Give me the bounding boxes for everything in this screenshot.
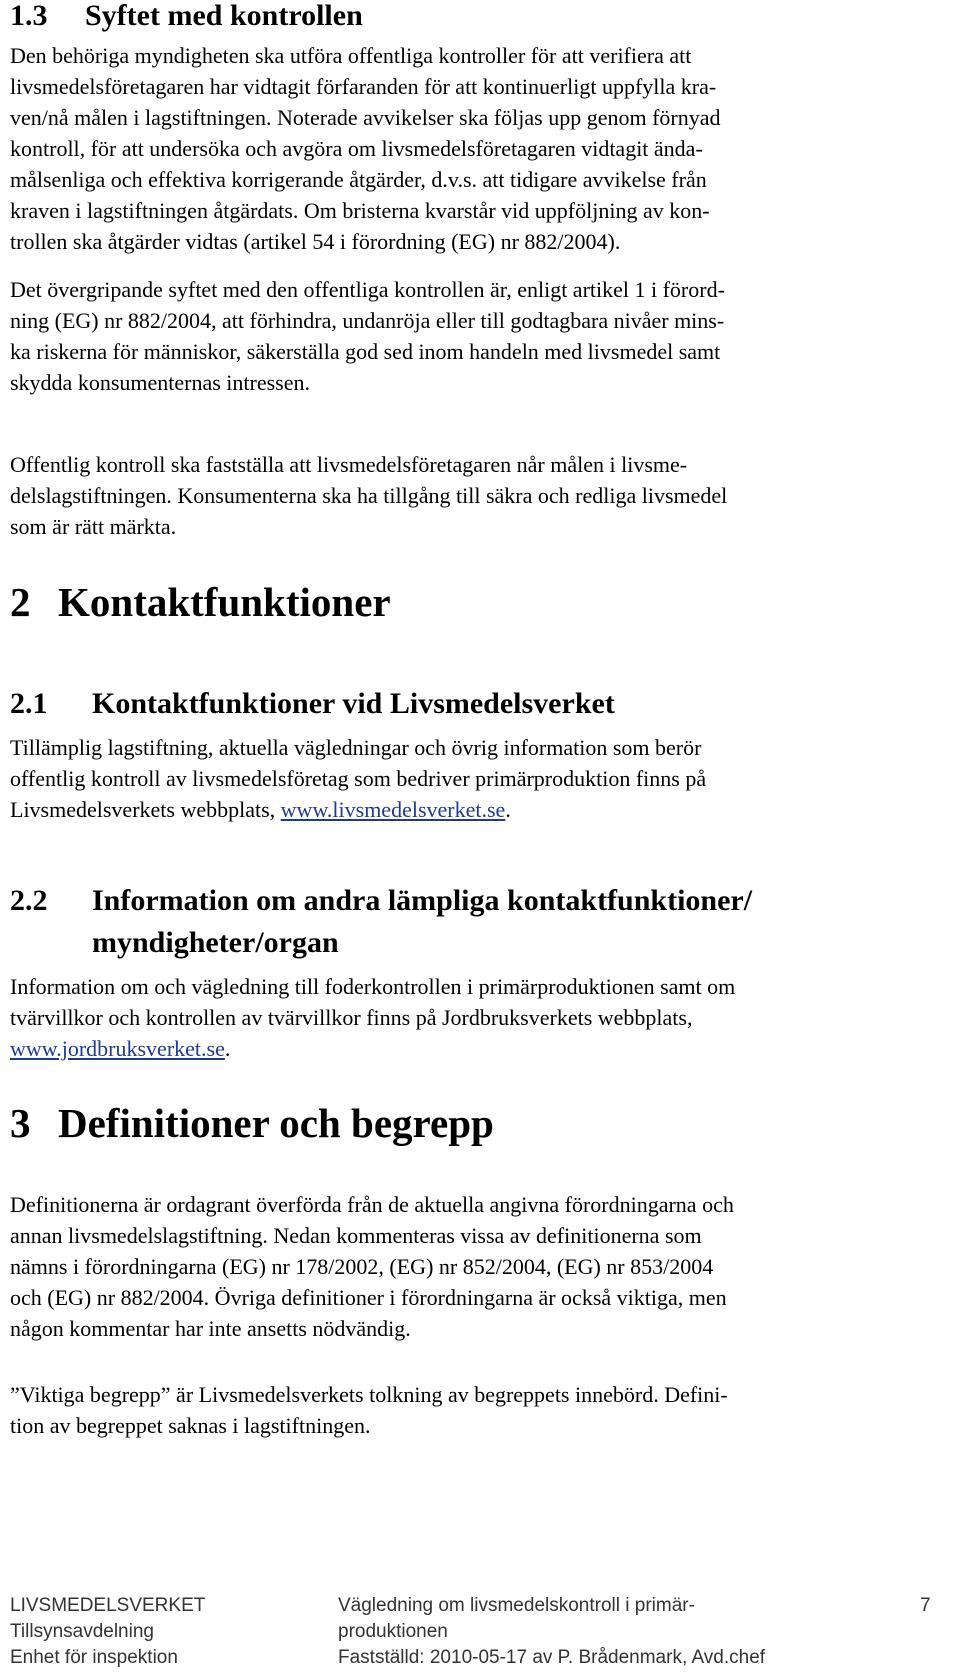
text-line: trollen ska åtgärder vidtas (artikel 54 i förordning (EG) nr 882/2004).	[10, 229, 621, 254]
section-heading-2-2-cont	[92, 927, 339, 959]
paragraph-3-b	[10, 1379, 900, 1441]
section-heading-2-1	[10, 688, 615, 720]
footer-doc-title: Vägledning om livsmedelskontroll i primär-	[338, 1595, 695, 1616]
jordbruksverket-link[interactable]: www.jordbruksverket.se	[10, 1036, 225, 1061]
section-title-cont: myndigheter/organ	[92, 926, 339, 959]
text-line: tion av begreppet saknas i lagstiftningen.	[10, 1413, 371, 1438]
section-number: 1.3	[10, 0, 48, 32]
section-title: Syftet med kontrollen	[85, 0, 363, 32]
paragraph-1-3-c	[10, 449, 900, 542]
footer-org-name: LIVSMEDELSVERKET	[10, 1595, 206, 1616]
text-line: ”Viktiga begrepp” är Livsmedelsverkets tolkning av begreppets innebörd. Defini-	[10, 1382, 728, 1407]
text-line: kontroll, för att undersöka och avgöra om livsmedelsföretagaren vidtagit ända-	[10, 136, 703, 161]
footer-document-info	[338, 1593, 765, 1671]
text-line: delslagstiftningen. Konsumenterna ska ha tillgång till säkra och redliga livsmedel	[10, 483, 728, 508]
text-line: tvärvillkor och kontrollen av tvärvillkor finns på Jordbruksverkets webbplats,	[10, 1005, 693, 1030]
text-line: www.jordbruksverket.se.	[10, 1036, 231, 1061]
text-line: någon kommentar har inte ansetts nödvändig.	[10, 1316, 411, 1341]
text-line: Det övergripande syftet med den offentliga kontrollen är, enligt artikel 1 i förord-	[10, 277, 725, 302]
text-line: livsmedelsföretagaren har vidtagit förfaranden för att kontinuerligt uppfylla kra-	[10, 74, 717, 99]
section-heading-2-2	[10, 885, 752, 917]
paragraph-2-2	[10, 971, 900, 1064]
section-title: Information om andra lämpliga kontaktfunktioner/	[92, 884, 753, 917]
text-line: kraven i lagstiftningen åtgärdats. Om bristerna kvarstår vid uppföljning av kon-	[10, 198, 710, 223]
text-line: ven/nå målen i lagstiftningen. Noterade avvikelser ska följas upp genom förnyad	[10, 105, 721, 130]
text-line: målsenliga och effektiva korrigerande åtgärder, d.v.s. att tidigare avvikelse från	[10, 167, 707, 192]
text-line: ka riskerna för människor, säkerställa god sed inom handeln med livsmedel samt	[10, 339, 721, 364]
text-line: Livsmedelsverkets webbplats, www.livsmedelsverket.se.	[10, 797, 511, 822]
section-number: 2.1	[10, 687, 48, 720]
section-title: Kontaktfunktioner vid Livsmedelsverket	[92, 687, 615, 720]
livsmedelsverket-link[interactable]: www.livsmedelsverket.se	[280, 797, 506, 822]
paragraph-3-a	[10, 1189, 900, 1344]
chapter-heading-2	[10, 580, 391, 624]
footer-unit: Enhet för inspektion	[10, 1647, 178, 1668]
text-line: och (EG) nr 882/2004. Övriga definitioner i förordningarna är också viktiga, men	[10, 1285, 727, 1310]
paragraph-1-3-b	[10, 274, 900, 398]
text-line: Offentlig kontroll ska fastställa att livsmedelsföretagaren når målen i livsme-	[10, 452, 688, 477]
text-line: Definitionerna är ordagrant överförda från de aktuella angivna förordningarna och	[10, 1192, 734, 1217]
text-line: nämns i förordningarna (EG) nr 178/2002, (EG) nr 852/2004, (EG) nr 853/2004	[10, 1254, 714, 1279]
footer-page-number	[920, 1593, 931, 1619]
footer-department: Tillsynsavdelning	[10, 1621, 154, 1642]
footer-doc-title-cont: produktionen	[338, 1621, 448, 1642]
paragraph-2-1	[10, 732, 900, 825]
text-line: skydda konsumenternas intressen.	[10, 370, 310, 395]
chapter-number: 2	[10, 579, 31, 625]
section-number: 2.2	[10, 884, 48, 917]
text-line: offentlig kontroll av livsmedelsföretag som bedriver primärproduktion finns på	[10, 766, 707, 791]
chapter-title: Definitioner och begrepp	[58, 1100, 494, 1146]
text-line: Tillämplig lagstiftning, aktuella vägledningar och övrig information som berör	[10, 735, 702, 760]
paragraph-1-3-a	[10, 40, 900, 257]
text-line: Information om och vägledning till foderkontrollen i primärproduktionen samt om	[10, 974, 736, 999]
chapter-title: Kontaktfunktioner	[58, 579, 391, 625]
page-number: 7	[920, 1595, 931, 1616]
footer-organization	[10, 1593, 205, 1671]
chapter-heading-3	[10, 1101, 494, 1145]
chapter-number: 3	[10, 1100, 31, 1146]
text-line: ning (EG) nr 882/2004, att förhindra, undanröja eller till godtagbara nivåer mins-	[10, 308, 725, 333]
text-line: annan livsmedelslagstiftning. Nedan kommenteras vissa av definitionerna som	[10, 1223, 702, 1248]
text-line: Den behöriga myndigheten ska utföra offentliga kontroller för att verifiera att	[10, 43, 692, 68]
text-line: som är rätt märkta.	[10, 514, 177, 539]
section-heading-1-3	[10, 0, 363, 32]
footer-approval: Fastställd: 2010-05-17 av P. Brådenmark, Avd.chef	[338, 1647, 766, 1668]
